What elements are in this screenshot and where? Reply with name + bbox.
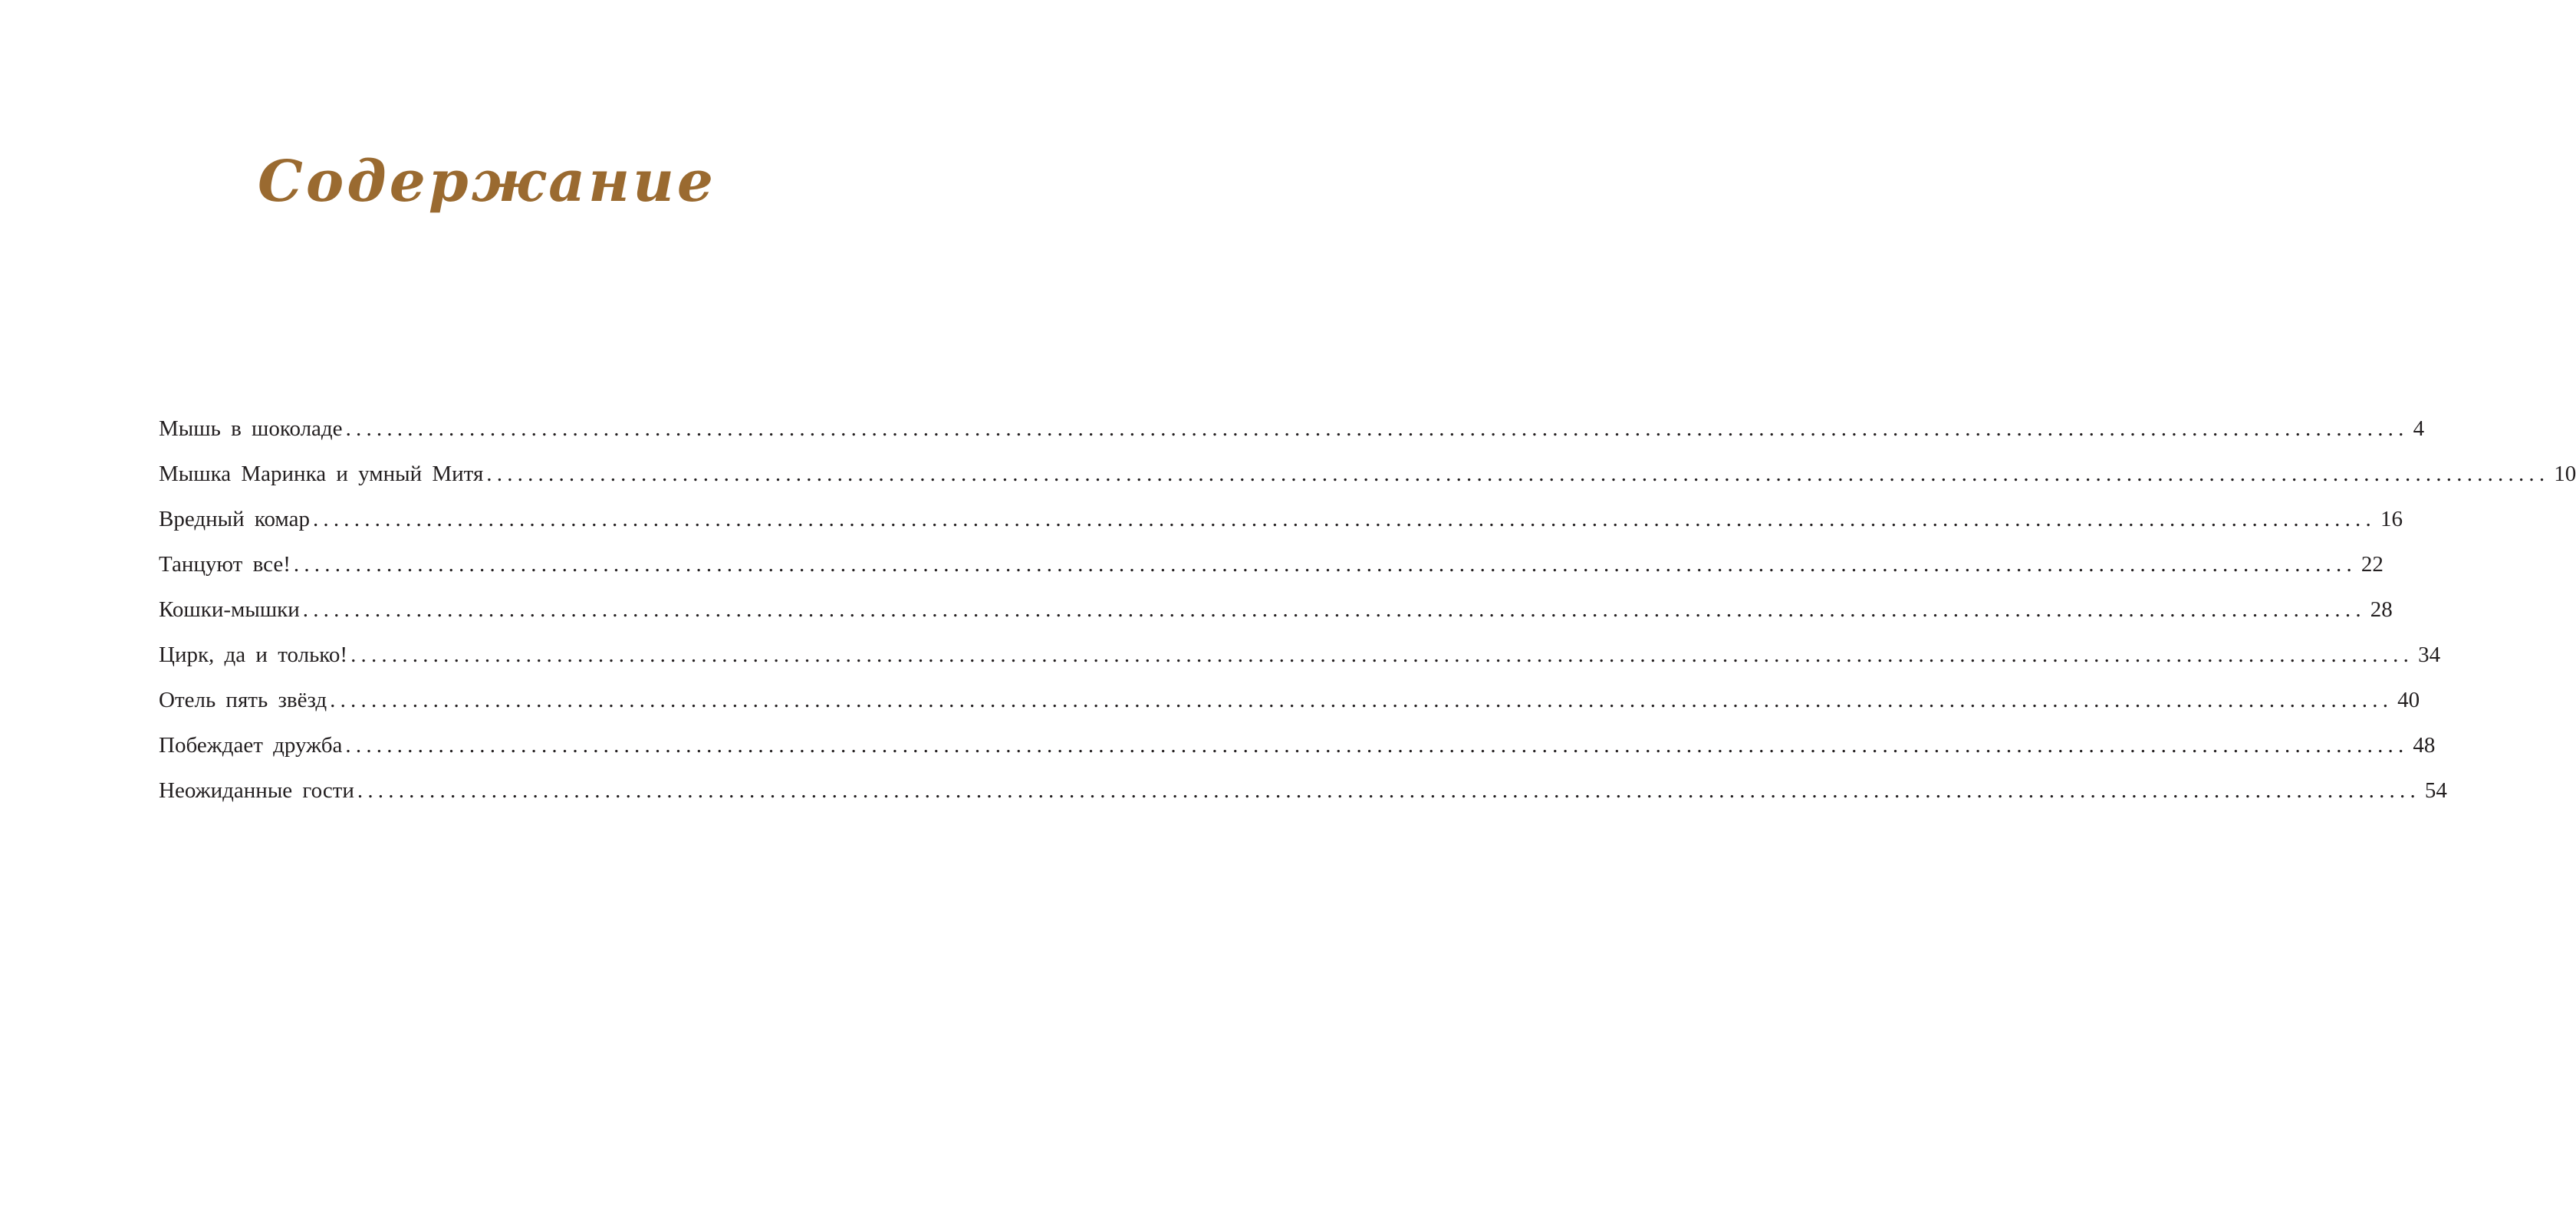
toc-page-number: 48 (2413, 733, 2436, 758)
toc-entry-title: Отель пять звёзд (159, 688, 327, 712)
toc-page-number: 34 (2418, 643, 2441, 667)
toc-entry[interactable] (159, 688, 2420, 733)
toc-entry-title: Цирк, да и только! (159, 643, 348, 667)
toc-entry[interactable] (159, 462, 2576, 507)
toc-dot-leader: ........................................................................................................................................................................................................ (486, 462, 2550, 486)
toc-page-number: 10 (2554, 462, 2576, 486)
toc-page-number: 16 (2380, 507, 2403, 531)
toc-page-number: 54 (2424, 778, 2447, 803)
toc-entry[interactable] (159, 643, 2441, 688)
toc-entry-title: Танцуют все! (159, 552, 291, 577)
table-of-contents (159, 416, 2576, 824)
toc-entry[interactable] (159, 552, 2384, 597)
toc-dot-leader: ........................................................................................................................................................................................................ (293, 552, 2357, 577)
toc-dot-leader: ........................................................................................................................................................................................................ (330, 688, 2393, 712)
toc-entry-title: Побеждает дружба (159, 733, 343, 758)
toc-entry[interactable] (159, 597, 2393, 643)
toc-dot-leader: ........................................................................................................................................................................................................ (357, 778, 2420, 803)
toc-entry[interactable] (159, 507, 2403, 552)
toc-entry-title: Кошки-мышки (159, 597, 300, 622)
toc-dot-leader: ........................................................................................................................................................................................................ (345, 733, 2409, 758)
toc-entry-title: Мышка Маринка и умный Митя (159, 462, 484, 486)
toc-entry-title: Вредный комар (159, 507, 310, 531)
toc-page-number: 22 (2361, 552, 2384, 577)
toc-dot-leader: ........................................................................................................................................................................................................ (312, 507, 2376, 531)
toc-dot-leader: ........................................................................................................................................................................................................ (302, 597, 2366, 622)
toc-entry[interactable] (159, 733, 2436, 778)
toc-dot-leader: ........................................................................................................................................................................................................ (350, 643, 2414, 667)
toc-page-number: 28 (2370, 597, 2393, 622)
toc-page-number: 4 (2413, 416, 2425, 441)
toc-entry[interactable] (159, 778, 2447, 824)
toc-page-number: 40 (2397, 688, 2420, 712)
toc-dot-leader: ........................................................................................................................................................................................................ (345, 416, 2409, 441)
toc-entry-title: Неожиданные гости (159, 778, 354, 803)
toc-entry-title: Мышь в шоколаде (159, 416, 343, 441)
page-title: Содержание (258, 148, 716, 215)
toc-entry[interactable] (159, 416, 2425, 462)
